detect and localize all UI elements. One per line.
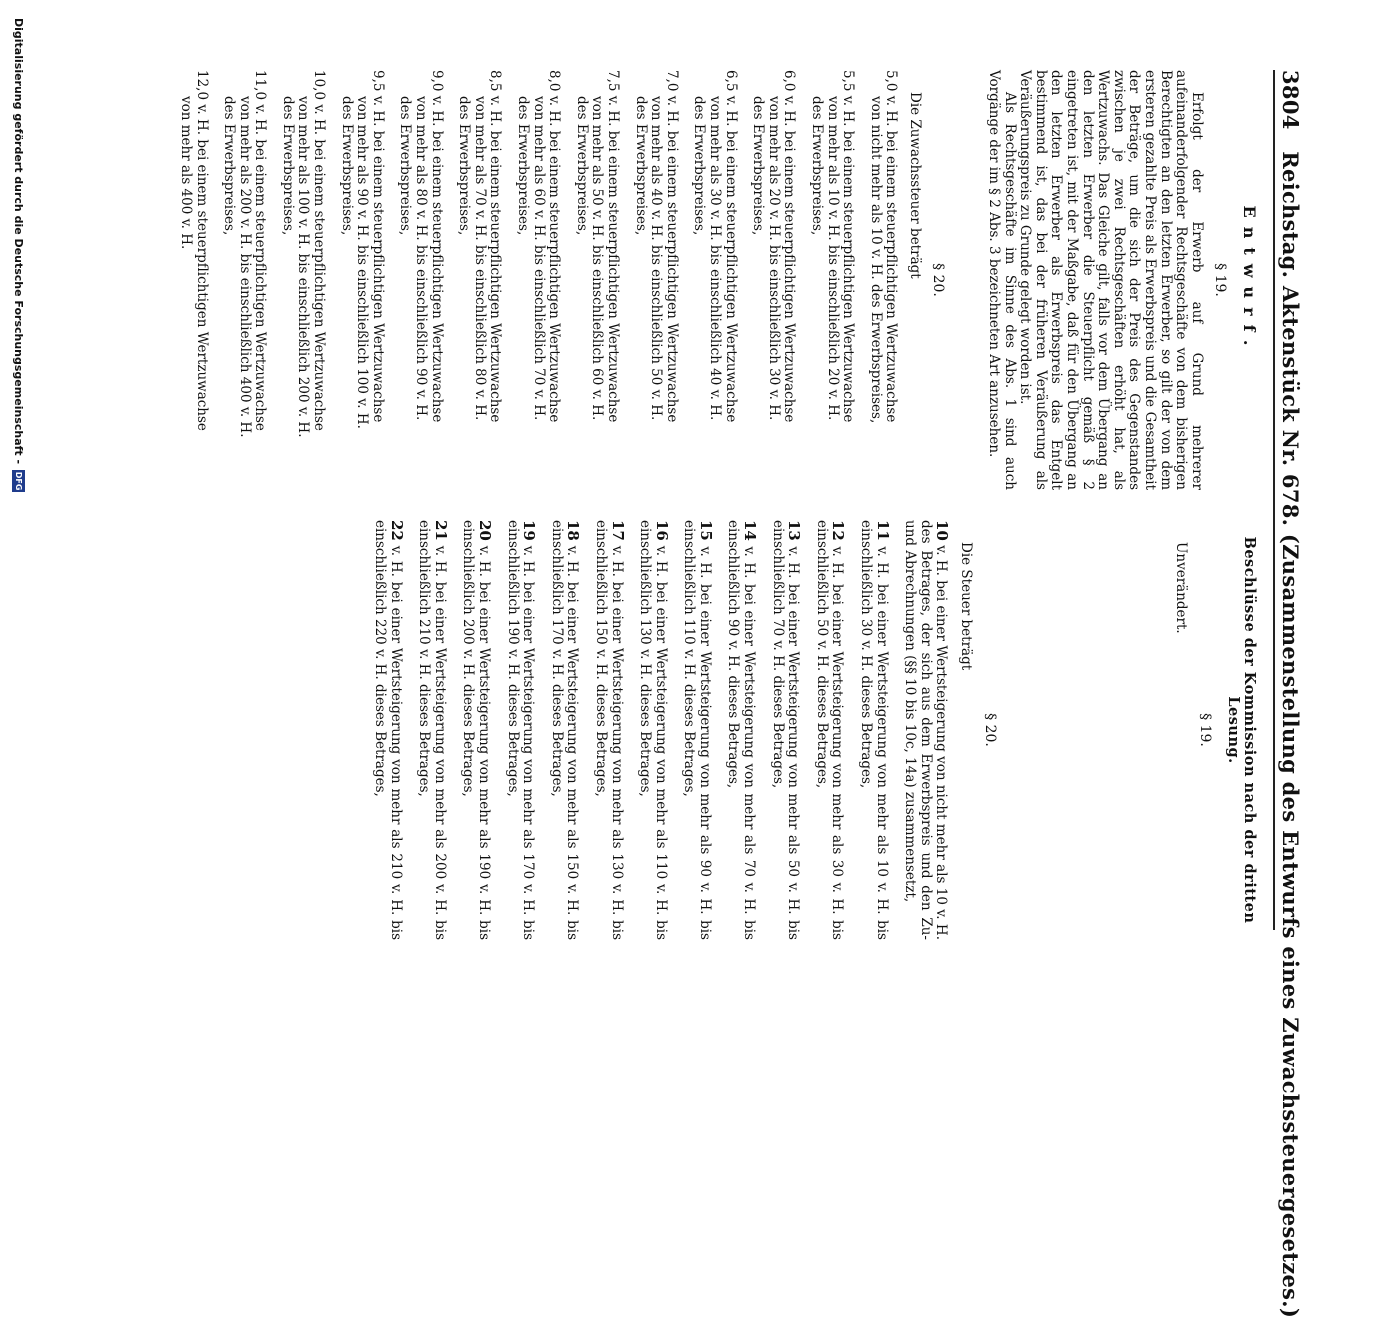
left-rate-line: des Erwerbspreises,: [750, 96, 767, 236]
left-rate-entry: [514, 70, 561, 490]
left-rate-line: des Erwerbspreises,: [456, 96, 473, 236]
left-sec19-heading: § 19.: [1212, 263, 1229, 297]
left-rate-line: 9,0 v. H. bei einem steuerpflichtigen Wertzuwachse: [428, 70, 445, 423]
right-rate-number: 18: [564, 520, 583, 541]
header-rule: [1273, 70, 1275, 930]
right-column-title: Beschlüsse der Kommission nach der dritten Lesung.: [1225, 536, 1258, 924]
left-rate-line: des Erwerbspreises,: [573, 96, 590, 236]
left-rate-entry: [221, 70, 268, 490]
left-rate-line: 11,0 v. H. bei einem steuerpflichtigen Wertzuwachse: [252, 70, 269, 431]
left-rate-entry: [338, 70, 385, 490]
header-title: Reichstag. Aktenstück Nr. 678. (Zusammenstellung des Entwurfs eines Zuwachssteuergesetzes.): [1278, 151, 1303, 1318]
left-rate-line: des Erwerbspreises,: [397, 96, 414, 236]
right-rate-entry: [637, 520, 669, 940]
right-rate-number: 10: [933, 520, 952, 541]
left-rate-entry: [750, 70, 797, 490]
right-rate-entry: [902, 520, 950, 940]
right-rate-number: 16: [652, 520, 671, 541]
left-rate-line: von mehr als 40 v. H. bis einschließlich 50 v. H.: [648, 96, 665, 421]
right-rate-entry: [592, 520, 627, 940]
right-rate-number: 17: [608, 520, 627, 541]
right-rate-text: v. H. bei einer Wertsteigerung von mehr als 30 v. H. bis einschließlich 50 v. H. dieses Betrages,: [813, 520, 846, 940]
left-rate-entry: [632, 70, 679, 490]
right-entries: [371, 520, 952, 940]
left-rate-entry: [177, 70, 208, 490]
left-rate-line: 8,0 v. H. bei einem steuerpflichtigen Wertzuwachse: [546, 70, 563, 423]
left-rate-line: von mehr als 10 v. H. bis einschließlich 20 v. H.: [824, 96, 841, 421]
right-rate-text: v. H. bei einer Wertsteigerung von mehr als 190 v. H. bis einschließlich 200 v. H. dieses Betrages,: [460, 520, 492, 940]
right-rate-entry: [416, 520, 448, 940]
right-rate-entry: [460, 520, 492, 940]
right-rate-entry: [504, 520, 539, 940]
left-rate-line: von mehr als 80 v. H. bis einschließlich 90 v. H.: [413, 96, 430, 421]
right-rate-entry: [813, 520, 848, 940]
page-header: [1278, 70, 1303, 1318]
right-column-commission: [359, 520, 1261, 940]
right-rate-number: 21: [431, 520, 450, 541]
left-sec20-heading: § 20.: [930, 263, 947, 297]
left-rate-line: des Erwerbspreises,: [691, 96, 708, 236]
right-rate-entry: [371, 520, 406, 940]
right-rate-text: v. H. bei einer Wertsteigerung von mehr als 70 v. H. bis einschließlich 90 v. H. dieses Betrages,: [725, 520, 758, 940]
left-rate-entry: [279, 70, 326, 490]
left-rate-line: von nicht mehr als 10 v. H. des Erwerbspreises,: [867, 96, 884, 424]
left-rate-line: des Erwerbspreises,: [338, 96, 355, 236]
right-rate-entry: [857, 520, 892, 940]
left-rate-line: von mehr als 70 v. H. bis einschließlich 80 v. H.: [471, 96, 488, 421]
right-rate-text: v. H. bei einer Wertsteigerung von mehr als 10 v. H. bis einschließlich 30 v. H. dieses Betrages,: [858, 520, 890, 940]
right-rate-text: v. H. bei einer Wertsteigerung von mehr als 210 v. H. bis einschließlich 220 v. H. dieses Betrages,: [372, 520, 404, 940]
left-entries: [177, 70, 898, 490]
dfg-logo: DFG: [14, 471, 23, 491]
left-rate-entry: [867, 70, 898, 490]
right-rate-entry: [769, 520, 804, 940]
left-para1: Erfolgt der Erwerb auf Grund mehrerer aufeinanderfolgender Rechtsgeschäfte von dem bisherigen Berechtigten an den letzten Erwerber, so gilt der von dem ersteren gezahlte Preis als Erwerbspreis und die Gesamtheit der Beträge, um die sich der Preis des Gegenstandes zwischen je zwei Rechtsgeschäften erhöht hat, als Wertzuwachs. Das Gleiche gilt, falls vor dem Übergang an den letzten Erwerber die Steuerpflicht gemäß § 2 eingetreten ist, mit der Maßgabe, daß für den Übergang an den letzten Erwerber als Erwerbspreis das Entgelt bestimmend ist, das bei der früheren Veräußerung als Veräußerungspreis zu Grunde gelegt worden ist.: [1017, 70, 1205, 490]
right-rate-entry: [725, 520, 760, 940]
left-rate-line: 5,0 v. H. bei einem steuerpflichtigen Wertzuwachse: [883, 70, 900, 423]
right-rate-text: v. H. bei einer Wertsteigerung von mehr als 170 v. H. bis einschließlich 190 v. H. dieses Betrages,: [504, 520, 537, 940]
left-rate-line: 12,0 v. H. bei einem steuerpflichtigen Wertzuwachse: [193, 70, 210, 431]
left-rate-line: des Erwerbspreises,: [808, 96, 825, 236]
right-rate-number: 15: [696, 520, 715, 541]
right-rate-number: 14: [741, 520, 760, 541]
right-rate-text: v. H. bei einer Wertsteigerung von mehr als 90 v. H. bis einschließlich 110 v. H. dieses Betrages,: [681, 520, 713, 940]
left-rate-entry: [573, 70, 620, 490]
right-rate-number: 12: [829, 520, 848, 541]
left-rate-entry: [456, 70, 503, 490]
right-rate-number: 20: [475, 520, 494, 541]
left-rate-line: 7,0 v. H. bei einem steuerpflichtigen Wertzuwachse: [663, 70, 680, 423]
left-rate-entry: [397, 70, 444, 490]
left-rate-line: 10,0 v. H. bei einem steuerpflichtigen Wertzuwachse: [311, 70, 328, 431]
right-sec19-heading: § 19.: [1196, 713, 1213, 747]
left-rate-line: 7,5 v. H. bei einem steuerpflichtigen Wertzuwachse: [605, 70, 621, 423]
right-rate-text: v. H. bei einer Wertsteigerung von nicht mehr als 10 v. H. des Betrages, der sich aus dem Erwerbspreis und den Zu- und Abrechnungen (§§ 10 bis 10c, 14a) zusammensetzt,: [902, 520, 950, 940]
left-rate-line: von mehr als 400 v. H.: [177, 96, 194, 250]
left-rate-entry: [808, 70, 855, 490]
left-rate-line: des Erwerbspreises,: [221, 96, 238, 236]
right-rate-text: v. H. bei einer Wertsteigerung von mehr als 200 v. H. bis einschließlich 210 v. H. dieses Betrages,: [416, 520, 448, 940]
left-rate-line: des Erwerbspreises,: [515, 96, 532, 236]
left-rate-line: von mehr als 100 v. H. bis einschließlich 200 v. H.: [295, 96, 312, 438]
right-unchanged: Unverändert.: [1173, 542, 1190, 634]
right-rate-number: 13: [785, 520, 804, 541]
left-rate-line: 5,5 v. H. bei einem steuerpflichtigen Wertzuwachse: [840, 70, 857, 423]
right-rate-text: v. H. bei einer Wertsteigerung von mehr als 110 v. H. bis einschließlich 130 v. H. dieses Betrages,: [637, 520, 669, 940]
left-rate-line: von mehr als 90 v. H. bis einschließlich 100 v. H.: [354, 96, 371, 429]
right-rate-text: v. H. bei einer Wertsteigerung von mehr als 150 v. H. bis einschließlich 170 v. H. dieses Betrages,: [548, 520, 581, 940]
left-rate-line: 6,0 v. H. bei einem steuerpflichtigen Wertzuwachse: [781, 70, 798, 423]
right-rate-number: 19: [520, 520, 539, 541]
right-intro: Die Steuer beträgt: [958, 542, 975, 671]
right-rate-entry: [681, 520, 713, 940]
right-rate-text: v. H. bei einer Wertsteigerung von mehr als 130 v. H. bis einschließlich 150 v. H. dieses Betrages,: [592, 520, 625, 940]
left-para2: Als Rechtsgeschäfte im Sinne des Abs. 1 sind auch Vorgänge der im § 2 Abs. 3 bezeichneten Art anzusehen.: [986, 70, 1018, 490]
left-rate-line: 8,5 v. H. bei einem steuerpflichtigen Wertzuwachse: [487, 70, 504, 423]
left-rate-line: von mehr als 60 v. H. bis einschließlich 70 v. H.: [530, 96, 547, 421]
left-column-draft: [165, 70, 1261, 490]
left-rate-line: 6,5 v. H. bei einem steuerpflichtigen Wertzuwachse: [722, 70, 739, 423]
right-rate-entry: [548, 520, 583, 940]
left-rate-line: von mehr als 30 v. H. bis einschließlich 40 v. H.: [706, 96, 723, 421]
left-rate-line: von mehr als 20 v. H. bis einschließlich 30 v. H.: [765, 96, 782, 421]
right-rate-text: v. H. bei einer Wertsteigerung von mehr als 50 v. H. bis einschließlich 70 v. H. dieses Betrages,: [769, 520, 802, 940]
left-rate-line: von mehr als 50 v. H. bis einschließlich 60 v. H.: [589, 96, 606, 421]
digitization-footer: [12, 18, 25, 492]
footer-text: Digitalisierung gefördert durch die Deutsche Forschungsgemeinschaft -: [12, 18, 25, 465]
left-rate-line: des Erwerbspreises,: [279, 96, 296, 236]
left-rate-line: 9,5 v. H. bei einem steuerpflichtigen Wertzuwachse: [369, 70, 386, 423]
left-column-title: Entwurf.: [1240, 205, 1259, 355]
left-intro: Die Zuwachssteuer beträgt: [906, 92, 923, 279]
left-rate-line: des Erwerbspreises,: [632, 96, 649, 236]
right-rate-number: 22: [387, 520, 406, 541]
left-rate-line: von mehr als 200 v. H. bis einschließlich 400 v. H.: [236, 96, 253, 438]
left-rate-entry: [691, 70, 738, 490]
page-number: 3804: [1278, 70, 1303, 130]
right-rate-number: 11: [873, 520, 892, 541]
right-sec20-heading: § 20.: [981, 713, 998, 747]
